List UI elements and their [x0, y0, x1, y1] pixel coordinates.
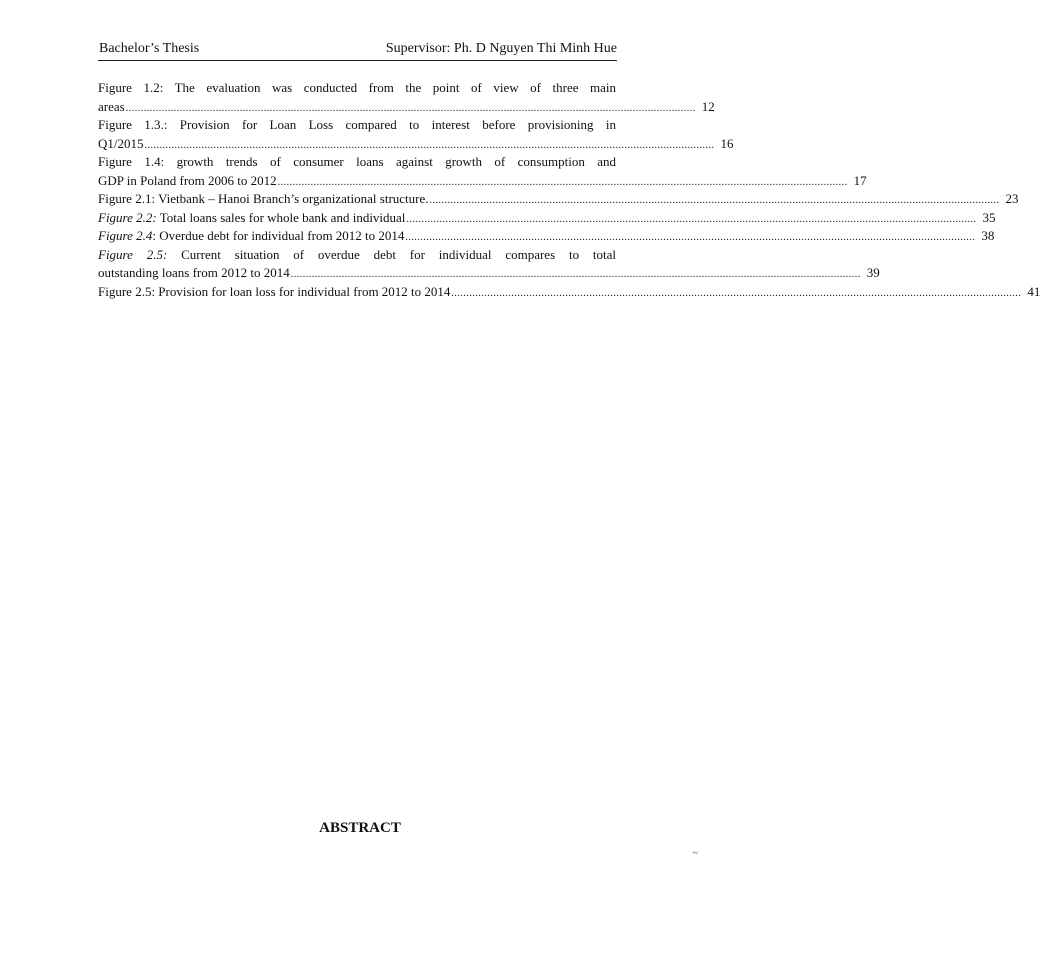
toc-entry-figure-label: Figure 2.2:	[98, 209, 157, 225]
toc-entry-title-cont: GDP in Poland from 2006 to 2012	[98, 172, 277, 188]
dot-leader: ..............................................................................................................................................................................................	[406, 213, 977, 225]
toc-page-number: 12	[701, 98, 715, 114]
toc-page-number: 17	[853, 172, 867, 188]
toc-entry-title-cont: outstanding loans from 2012 to 2014	[98, 265, 290, 280]
toc-entry-title: : Overdue debt for individual from 2012 to 2014	[152, 228, 405, 243]
toc-entry-figure-label: Figure 2.4	[98, 228, 153, 243]
list-of-figures	[98, 79, 1040, 301]
dot-leader: ..............................................................................................................................................................................................	[277, 176, 848, 188]
toc-entry[interactable]	[98, 246, 880, 283]
header-thesis-type: Bachelor’s Thesis	[99, 41, 200, 56]
toc-entry-title: Current situation of overdue debt for individual compares to total	[167, 246, 616, 262]
dot-leader: ..............................................................................................................................................................................................	[144, 139, 715, 151]
toc-entry-title: Figure 1.3.: Provision for Loan Loss compared to interest before provisioning in	[98, 117, 616, 132]
abstract-heading: ABSTRACT	[319, 820, 401, 836]
page-header	[98, 40, 617, 61]
dot-leader: ..............................................................................................................................................................................................	[405, 232, 976, 243]
toc-entry[interactable]	[98, 227, 995, 246]
dot-leader: ..............................................................................................................................................................................................	[451, 287, 1022, 299]
toc-entry-figure-label: Figure 2.5:	[98, 246, 168, 262]
toc-entry[interactable]	[98, 79, 715, 116]
toc-page-number: 39	[866, 265, 880, 280]
toc-entry-title: Figure 1.2: The evaluation was conducted from the point of view of three main	[98, 80, 616, 95]
dot-leader: ..............................................................................................................................................................................................	[429, 195, 1000, 206]
toc-entry[interactable]	[98, 153, 867, 190]
toc-entry-title-cont: areas	[98, 98, 125, 114]
page-edge-mark: ~	[692, 848, 698, 859]
dot-leader: ..............................................................................................................................................................................................	[125, 102, 696, 114]
toc-entry-title-cont: Q1/2015	[98, 135, 144, 151]
toc-entry-title: Total loans sales for whole bank and individual	[156, 209, 406, 225]
toc-entry[interactable]	[98, 190, 1019, 209]
toc-entry-title: Figure 1.4: growth trends of consumer loans against growth of consumption and	[98, 154, 616, 169]
toc-entry[interactable]	[98, 283, 1040, 302]
toc-entry-title: Figure 2.5: Provision for loan loss for individual from 2012 to 2014	[98, 283, 451, 299]
toc-entry[interactable]	[98, 209, 996, 228]
toc-page-number: 16	[720, 135, 734, 151]
toc-entry[interactable]	[98, 116, 734, 153]
toc-page-number: 38	[981, 228, 995, 243]
header-supervisor: Supervisor: Ph. D Nguyen Thi Minh Hue	[385, 41, 617, 56]
toc-page-number: 23	[1005, 191, 1019, 206]
toc-page-number: 35	[982, 209, 996, 225]
toc-entry-title: Figure 2.1: Vietbank – Hanoi Branch’s organizational structure.	[98, 191, 429, 206]
dot-leader: ..............................................................................................................................................................................................	[290, 269, 861, 280]
toc-page-number: 41	[1027, 283, 1040, 299]
